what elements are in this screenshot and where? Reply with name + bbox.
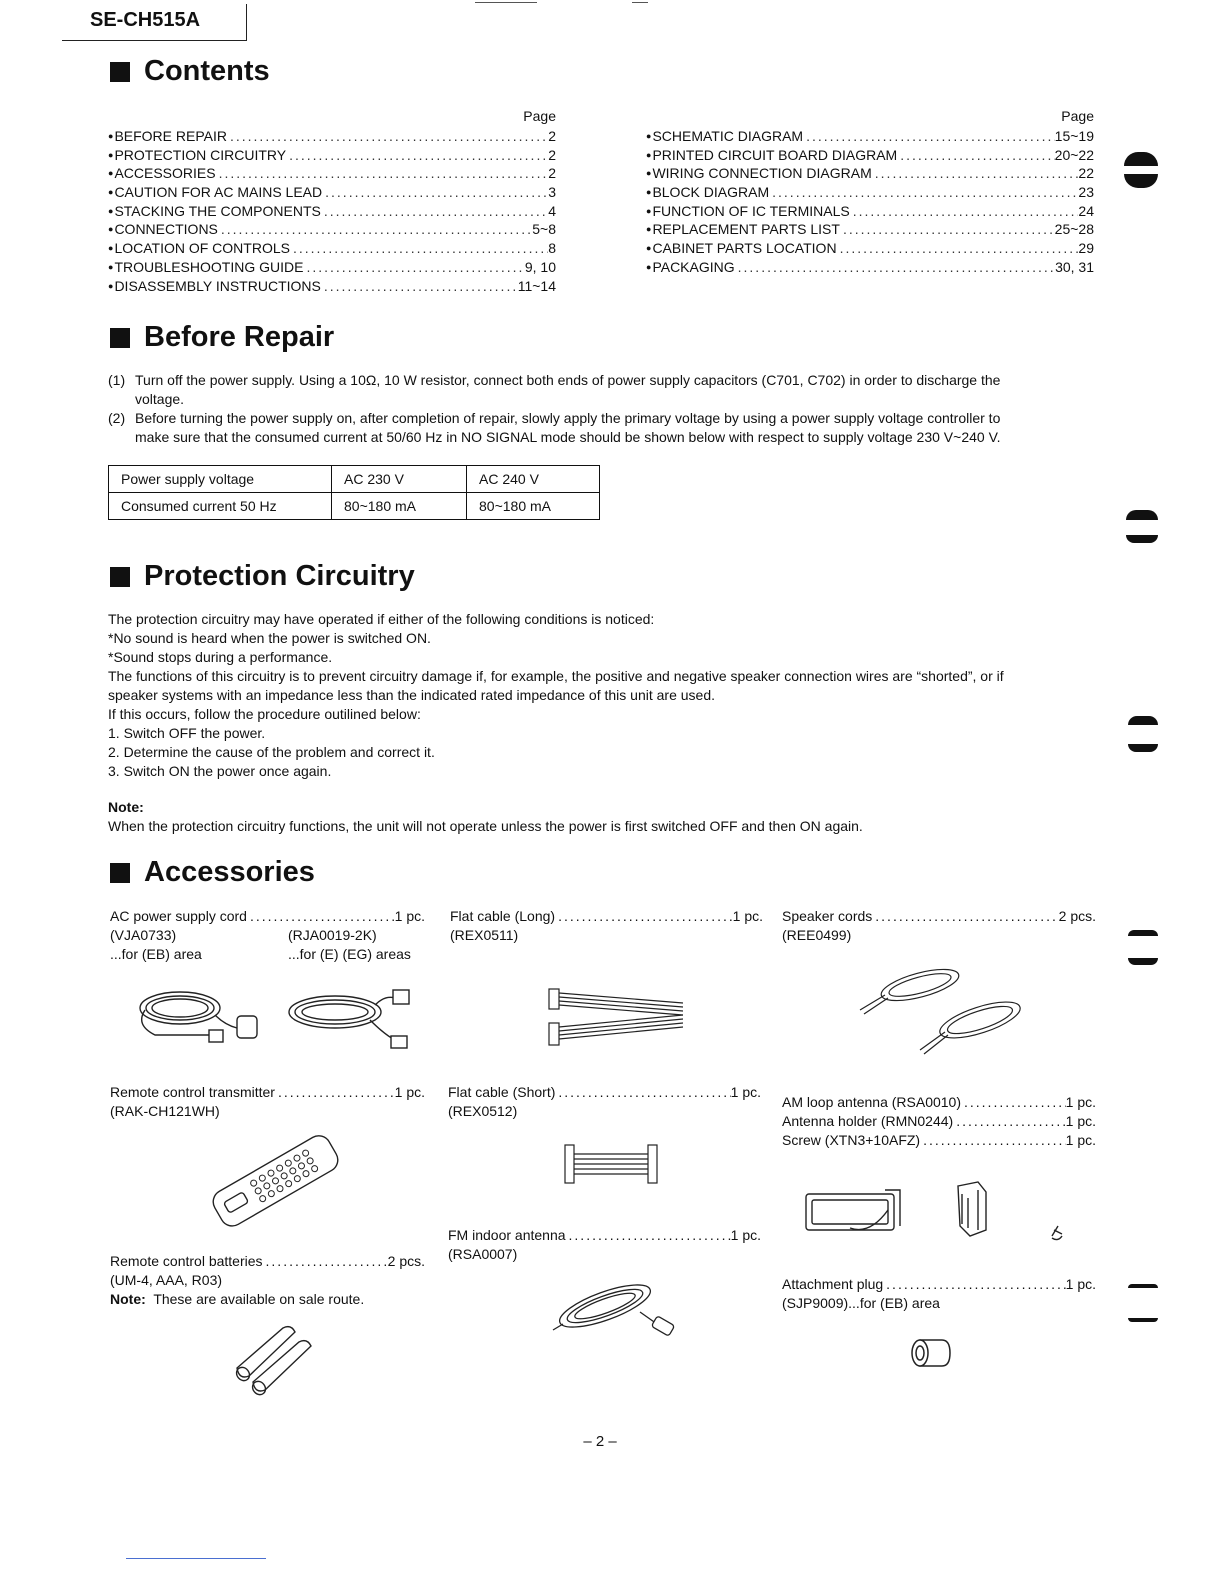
fm-antenna-illustration — [545, 1280, 680, 1345]
table-cell: AC 230 V — [332, 466, 467, 493]
toc-label: ● BEFORE REPAIR — [108, 127, 227, 146]
note-label: Note: — [108, 799, 144, 815]
accessory-code: (RAK-CH121WH) — [110, 1103, 220, 1119]
accessory-label: Flat cable (Short) — [448, 1084, 556, 1100]
toc-page: 4 — [548, 202, 556, 219]
accessory-line — [782, 1093, 1096, 1112]
binder-mark — [1126, 510, 1158, 520]
item-text — [135, 409, 1001, 447]
ac-cord-e-eg-illustration — [275, 980, 420, 1055]
toc-item — [108, 164, 556, 183]
accessory-code: (RJA0019-2K) — [288, 927, 377, 943]
bullet-square-icon — [110, 328, 130, 348]
toc-label: ● FUNCTION OF IC TERMINALS — [646, 202, 850, 221]
contents-heading — [110, 55, 270, 88]
accessory-codes — [110, 926, 425, 945]
binder-mark — [1128, 744, 1158, 752]
page-number: – 2 – — [583, 1433, 617, 1450]
toc-page: 8 — [548, 240, 556, 257]
list-item — [108, 371, 1088, 409]
flat-short-block — [448, 1083, 761, 1121]
text-line: *Sound stops during a performance. — [108, 649, 333, 665]
toc-label: ● BLOCK DIAGRAM — [646, 183, 769, 202]
toc-page: 5~8 — [532, 221, 556, 238]
toc-item — [646, 183, 1094, 202]
toc-page: 20~22 — [1054, 146, 1094, 163]
accessory-line — [110, 1252, 425, 1271]
contents-title: Contents — [144, 55, 270, 87]
toc-page: 11~14 — [517, 277, 556, 294]
ac-cord-block — [110, 907, 425, 964]
binder-mark — [1128, 930, 1158, 936]
plug-block — [782, 1275, 1096, 1313]
accessory-qty: 1 pc. — [1065, 1094, 1096, 1110]
toc-label: ● PRINTED CIRCUIT BOARD DIAGRAM — [646, 146, 897, 165]
item-line: make sure that the consumed current at 50/60 Hz in NO SIGNAL mode should be shown below with respect to supply voltage 230 V~240 V. — [135, 429, 1001, 445]
accessories-title: Accessories — [144, 856, 315, 888]
binder-mark — [1126, 535, 1158, 543]
text-line: speaker systems with an impedance less than the indicated rated impedance of this unit are used. — [108, 687, 716, 703]
accessory-code: (REX0512) — [448, 1103, 518, 1119]
text-line: 2. Determine the cause of the problem and correct it. — [108, 744, 435, 760]
text-line: 3. Switch ON the power once again. — [108, 763, 332, 779]
toc-item — [108, 277, 556, 296]
toc-page: 25~28 — [1054, 221, 1094, 238]
toc-leader — [322, 183, 548, 202]
note-label: Note: — [110, 1291, 146, 1307]
accessory-line — [782, 907, 1096, 926]
toc-leader — [735, 258, 1055, 277]
toc-leader — [227, 127, 548, 146]
toc-leader — [321, 202, 548, 221]
toc-leader — [840, 220, 1055, 239]
toc-item — [646, 202, 1094, 221]
am-loop-block — [782, 1093, 1096, 1150]
item-line: voltage. — [135, 391, 185, 407]
toc-page: 2 — [548, 165, 556, 182]
accessory-qty: 1 pc. — [732, 908, 763, 924]
toc-item — [108, 183, 556, 202]
accessory-code: (UM-4, AAA, R03) — [110, 1272, 223, 1288]
accessory-label: Remote control transmitter — [110, 1084, 275, 1100]
accessory-line — [450, 907, 763, 926]
toc-label: ● CAUTION FOR AC MAINS LEAD — [108, 183, 322, 202]
note-text: These are available on sale route. — [153, 1291, 365, 1307]
accessory-code: (REE0499) — [782, 927, 852, 943]
toc-page-header: Page — [523, 108, 556, 124]
protection-title: Protection Circuitry — [144, 560, 415, 592]
top-rule-short — [632, 2, 648, 3]
text-line: 1. Switch OFF the power. — [108, 725, 266, 741]
text-line: If this occurs, follow the procedure outilined below: — [108, 706, 421, 722]
accessory-line — [782, 1131, 1096, 1150]
accessory-label: Remote control batteries — [110, 1253, 263, 1269]
accessory-code: (RSA0007) — [448, 1246, 518, 1262]
accessory-line — [782, 1112, 1096, 1131]
accessory-label: Screw (XTN3+10AFZ) — [782, 1132, 921, 1148]
toc-page: 2 — [548, 146, 556, 163]
accessory-qty: 1 pc. — [730, 1084, 761, 1100]
flat-long-block — [450, 907, 763, 945]
fm-block — [448, 1226, 761, 1264]
toc-label: ● WIRING CONNECTION DIAGRAM — [646, 164, 872, 183]
power-supply-table — [108, 465, 600, 520]
remote-control-illustration — [205, 1128, 345, 1233]
toc-label: ● PROTECTION CIRCUITRY — [108, 146, 286, 165]
accessory-qty: 2 pcs. — [387, 1253, 425, 1269]
table-cell: Consumed current 50 Hz — [109, 493, 332, 520]
accessory-label: AM loop antenna (RSA0010) — [782, 1094, 961, 1110]
binder-mark — [1128, 716, 1158, 725]
accessory-areas — [110, 945, 425, 964]
accessory-line — [782, 1275, 1096, 1294]
protection-body — [108, 610, 1098, 836]
toc-label: ● DISASSEMBLY INSTRUCTIONS — [108, 277, 321, 296]
accessory-label: Antenna holder (RMN0244) — [782, 1113, 954, 1129]
toc-item — [108, 239, 556, 258]
accessory-qty: 1 pc. — [1065, 1276, 1096, 1292]
toc-item — [108, 202, 556, 221]
accessory-label: FM indoor antenna — [448, 1227, 566, 1243]
toc-page: 3 — [548, 184, 556, 201]
speaker-block — [782, 907, 1096, 945]
binder-mark — [1128, 1318, 1158, 1322]
toc-label: ● SCHEMATIC DIAGRAM — [646, 127, 803, 146]
item-number: (2) — [108, 410, 126, 426]
item-line: Turn off the power supply. Using a 10Ω, 10 W resistor, connect both ends of power supply capacitors (C701, C702) in order to discharge the — [135, 372, 1001, 388]
table-cell: 80~180 mA — [332, 493, 467, 520]
toc-item — [646, 146, 1094, 165]
toc-leader — [872, 164, 1079, 183]
ac-cord-eb-illustration — [125, 980, 265, 1050]
before-repair-heading — [110, 321, 334, 354]
bottom-rule — [126, 1558, 266, 1559]
binder-mark — [1128, 958, 1158, 965]
binder-mark — [1124, 174, 1158, 188]
flat-cable-long-illustration — [545, 985, 690, 1050]
batteries-note — [110, 1290, 425, 1309]
toc-item — [646, 239, 1094, 258]
toc-leader — [837, 239, 1079, 258]
accessory-label: Attachment plug — [782, 1276, 884, 1292]
toc-leader — [286, 146, 548, 165]
binder-mark — [1124, 152, 1158, 166]
toc-page: 9, 10 — [524, 258, 556, 275]
toc-item — [108, 127, 556, 146]
toc-page-header: Page — [1061, 108, 1094, 124]
accessory-area: ...for (EB) area — [110, 946, 202, 962]
binder-mark — [1128, 1284, 1158, 1288]
accessory-line — [110, 1083, 425, 1102]
am-loop-antenna-illustration — [800, 1180, 1070, 1250]
toc-item — [646, 164, 1094, 183]
toc-label: ● CONNECTIONS — [108, 220, 218, 239]
table-cell: AC 240 V — [467, 466, 600, 493]
text-line: *No sound is heard when the power is switched ON. — [108, 630, 431, 646]
bullet-square-icon — [110, 62, 130, 82]
toc-item — [646, 258, 1094, 277]
toc-label: ● PACKAGING — [646, 258, 735, 277]
toc-page: 23 — [1078, 184, 1094, 201]
speaker-cords-illustration — [850, 960, 1035, 1060]
toc-page: 15~19 — [1054, 128, 1094, 144]
batteries-block — [110, 1252, 425, 1309]
accessory-code: (REX0511) — [450, 927, 519, 943]
accessory-line — [448, 1226, 761, 1245]
accessory-qty: 1 pc. — [394, 908, 425, 924]
toc-label: ● REPLACEMENT PARTS LIST — [646, 220, 840, 239]
toc-page: 22 — [1078, 165, 1094, 182]
toc-item — [646, 127, 1094, 146]
accessory-label: Flat cable (Long) — [450, 908, 556, 924]
item-text — [135, 371, 1000, 409]
toc-item — [646, 220, 1094, 239]
protection-heading — [110, 560, 415, 593]
accessory-label: AC power supply cord — [110, 908, 247, 924]
table-cell: Power supply voltage — [109, 466, 332, 493]
toc-leader — [216, 164, 549, 183]
toc-leader — [897, 146, 1054, 165]
accessory-label: Speaker cords — [782, 908, 873, 924]
toc-page: 24 — [1078, 202, 1094, 219]
toc-item — [108, 220, 556, 239]
note-text: When the protection circuitry functions, the unit will not operate unless the power is first switched OFF and then ON again. — [108, 818, 863, 834]
accessory-code: (SJP9009)...for (EB) area — [782, 1295, 940, 1311]
list-item — [108, 409, 1088, 447]
toc-leader — [290, 239, 548, 258]
toc-item — [108, 146, 556, 165]
bullet-square-icon — [110, 567, 130, 587]
toc-label: ● LOCATION OF CONTROLS — [108, 239, 290, 258]
top-rule — [475, 2, 537, 3]
model-number: SE-CH515A — [90, 9, 201, 31]
accessory-qty: 1 pc. — [394, 1084, 425, 1100]
toc-left — [108, 108, 556, 295]
table-row — [109, 493, 600, 520]
accessory-line — [448, 1083, 761, 1102]
text-line: The functions of this circuitry is to prevent circuitry damage if, for example, the positive and negative speaker connection wires are “shorted”, or if — [108, 668, 1004, 684]
text-line: The protection circuitry may have operated if either of the following conditions is noticed: — [108, 611, 655, 627]
remote-block — [110, 1083, 425, 1121]
attachment-plug-illustration — [908, 1336, 954, 1370]
accessory-area: ...for (E) (EG) areas — [288, 946, 411, 962]
accessory-qty: 1 pc. — [730, 1227, 761, 1243]
before-repair-title: Before Repair — [144, 321, 335, 353]
accessories-heading — [110, 856, 315, 889]
accessory-qty: 1 pc. — [1065, 1132, 1096, 1148]
toc-label: ● STACKING THE COMPONENTS — [108, 202, 321, 221]
table-cell: 80~180 mA — [467, 493, 600, 520]
item-line: Before turning the power supply on, after completion of repair, slowly apply the primary voltage by using a power supply voltage controller to — [135, 410, 1001, 426]
accessory-code: (VJA0733) — [110, 927, 177, 943]
toc-page: 29 — [1078, 240, 1094, 257]
toc-label: ● CABINET PARTS LOCATION — [646, 239, 837, 258]
toc-page: 2 — [548, 128, 556, 144]
toc-leader — [218, 220, 532, 239]
batteries-illustration — [225, 1320, 320, 1395]
toc-right — [646, 108, 1094, 277]
toc-label: ● ACCESSORIES — [108, 164, 216, 183]
toc-leader — [321, 277, 518, 296]
toc-leader — [850, 202, 1079, 221]
toc-leader — [303, 258, 524, 277]
bullet-square-icon — [110, 863, 130, 883]
accessory-line — [110, 907, 425, 926]
accessory-qty: 2 pcs. — [1058, 908, 1096, 924]
before-repair-list — [108, 371, 1088, 447]
toc-label: ● TROUBLESHOOTING GUIDE — [108, 258, 303, 277]
toc-item — [108, 258, 556, 277]
toc-leader — [769, 183, 1078, 202]
flat-cable-short-illustration — [562, 1140, 662, 1190]
accessory-qty: 1 pc. — [1065, 1113, 1096, 1129]
table-row — [109, 466, 600, 493]
toc-page: 30, 31 — [1055, 258, 1094, 275]
item-number: (1) — [108, 372, 126, 388]
toc-leader — [803, 127, 1055, 146]
